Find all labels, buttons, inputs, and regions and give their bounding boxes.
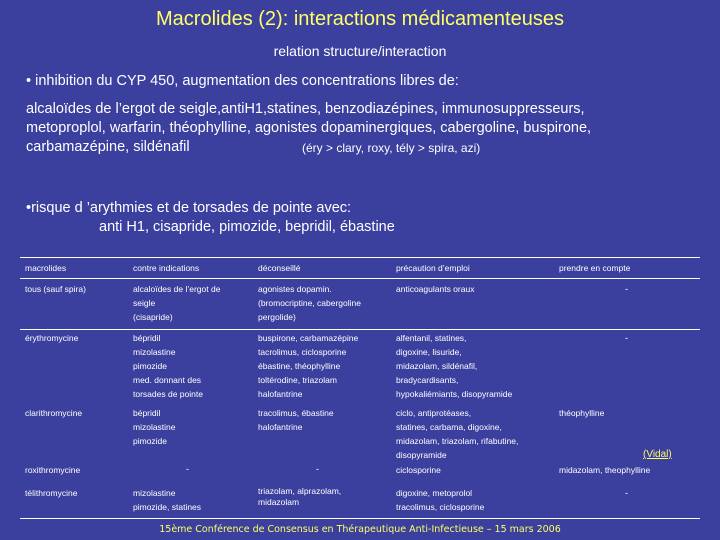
arrhythmia-drugs: anti H1, cisapride, pimozide, bepridil, ébastine (99, 219, 395, 235)
table-row-ci: alcaloïdes de l’ergot de seigle (cisapride) (133, 284, 221, 322)
header-macrolides: macrolides (25, 263, 67, 273)
intro-line-2: metoproplol, warfarin, théophylline, agonistes dopaminergiques, cabergoline, buspirone, (26, 120, 592, 136)
table-row-ci: bépridil mizolastine pimozide med. donnant des torsades de pointe (133, 333, 203, 399)
table-row-precaution: anticoagulants oraux (396, 284, 475, 294)
table-row-deconseille: agonistes dopamin. (bromocriptine, cabergoline pergolide) (258, 284, 361, 322)
table-row-ci: bépridil mizolastine pimozide (133, 408, 176, 446)
page-subtitle: relation structure/interaction (273, 43, 447, 59)
intro-bullet: • inhibition du CYP 450, augmentation des concentrations libres de: (26, 73, 459, 89)
intro-note: (éry > clary, roxy, tély > spira, azi) (302, 141, 481, 155)
table-row-macrolide: tous (sauf spira) (25, 284, 86, 294)
page-title: Macrolides (2): interactions médicamenteuses (156, 8, 564, 30)
header-contre-indications: contre indications (133, 263, 200, 273)
table-row-macrolide: roxithromycine (25, 465, 81, 475)
interaction-table (20, 257, 700, 519)
table-row-divider (20, 329, 700, 330)
table-row-precaution: ciclosporine (396, 465, 441, 475)
intro-line-1: alcaloïdes de l’ergot de seigle,antiH1,statines, benzodiazépines, immunosuppresseurs, (26, 101, 585, 117)
table-row-macrolide: télithromycine (25, 488, 78, 498)
table-header-divider (20, 278, 700, 279)
header-prendre-en-compte: prendre en compte (559, 263, 631, 273)
vidal-reference: (Vidal) (643, 449, 672, 460)
table-row-deconseille: buspirone, carbamazépine tacrolimus, ciclosporine ébastine, théophylline toltérodine, triazolam halofantrine (258, 333, 359, 399)
table-row-macrolide: clarithromycine (25, 408, 83, 418)
table-row-compte: théophylline (559, 408, 605, 418)
intro-line-3: carbamazépine, sildénafil (26, 139, 190, 155)
arrhythmia-bullet: •risque d ’arythmies et de torsades de pointe avec: (26, 200, 352, 216)
table-row-deconseille: triazolam, alprazolam, midazolam (258, 486, 342, 507)
table-row-compte: - (625, 284, 628, 294)
table-row-deconseille: - (316, 464, 319, 474)
footer-conference: 15ème Conférence de Consensus en Thérapeutique Anti-Infectieuse – 15 mars 2006 (159, 524, 561, 535)
table-row-precaution: ciclo, antiprotéases, statines, carbama, digoxine, midazolam, triazolam, rifabutine, disopyramide (396, 408, 519, 460)
table-row-compte: midazolam, theophylline (559, 465, 651, 475)
table-row-compte: - (625, 488, 628, 498)
table-row-ci: mizolastine pimozide, statines (133, 488, 202, 512)
header-precaution: précaution d’emploi (396, 263, 470, 273)
table-row-ci: - (186, 464, 189, 474)
table-row-precaution: alfentanil, statines, digoxine, lisuride, midazolam, sildénafil, bradycardisants, hypokaliémiants, disopyramide (396, 333, 513, 399)
table-row-deconseille: tracolimus, ébastine halofantrine (258, 408, 334, 432)
table-row-precaution: digoxine, metoprolol tracolimus, ciclosporine (396, 488, 485, 512)
header-deconseille: déconseillé (258, 263, 301, 273)
table-row-macrolide: érythromycine (25, 333, 79, 343)
table-row-compte: - (625, 333, 628, 343)
